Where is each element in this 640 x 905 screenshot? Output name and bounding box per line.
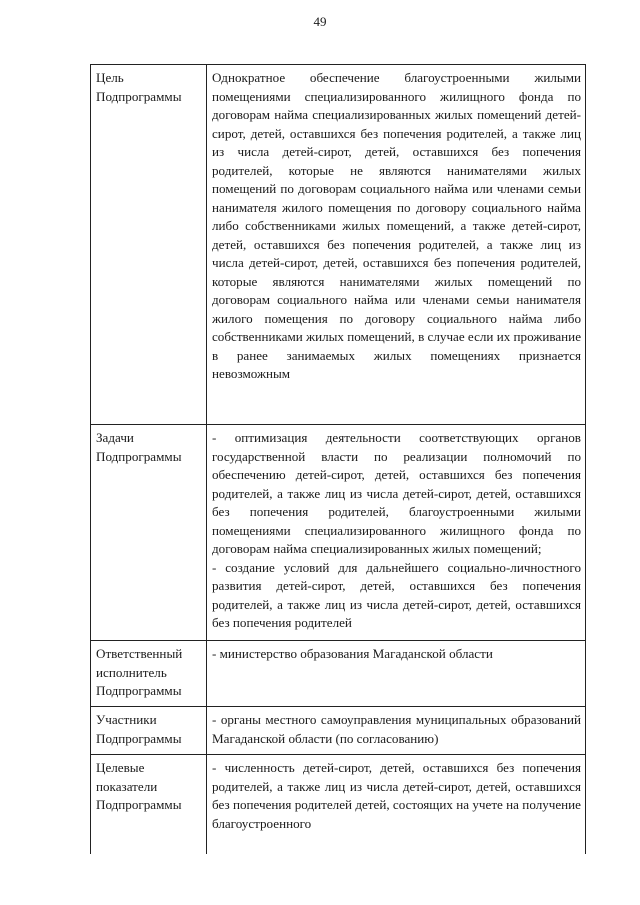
row-label-line: Целевые xyxy=(96,760,145,775)
row-value-responsible-executor xyxy=(207,641,586,707)
row-label-tasks xyxy=(91,425,207,641)
row-label-line: показатели xyxy=(96,778,158,794)
row-value-paragraph: - органы местного самоуправления муниципальных образований Магаданской области (по согласованию) xyxy=(212,712,581,746)
row-label-goal xyxy=(91,65,207,425)
row-value-target-indicators xyxy=(207,755,586,855)
table-row-goal xyxy=(91,65,586,425)
table-row-tasks xyxy=(91,425,586,641)
row-value-paragraph: Однократное обеспечение благоустроенными жилыми помещениями специализированного жилищного фонда по договорам найма специализированных жилых помещений детей-сирот, детей, оставшихся без попечения родителей, а также лиц из числа детей-сирот, детей, оставшихся без попечения родителей, которые не являются нанимателями жилых помещений по договорам социального найма или членами семьи нанимателя жилого помещения по договору социального найма либо собственниками жилых помещений, а также детей-сирот, детей, оставшихся без попечения родителей, а также лиц из числа детей-сирот, детей, оставшихся без попечения родителей, которые являются нанимателями жилых помещений по договорам социального найма или членами семьи нанимателя жилого помещения по договору социального найма либо собственниками жилых помещений, в случае если их проживание в ранее занимаемых жилых помещениях признается невозможным xyxy=(212,70,582,381)
row-label-responsible-executor xyxy=(91,641,207,707)
row-label-line: Задачи xyxy=(96,430,134,445)
row-label-line: Цель xyxy=(96,70,124,85)
row-value-paragraph: - министерство образования Магаданской области xyxy=(212,646,493,661)
table-row-responsible-executor xyxy=(91,641,586,707)
row-value-paragraph: - численность детей-сирот, детей, оставшихся без попечения родителей, а также лиц из числа детей-сирот, детей, оставшихся без попечения родителей детей, состоящих на учете на получение благоустроенного xyxy=(212,760,581,831)
row-label-line: Ответственный xyxy=(96,646,183,661)
row-label-line: Подпрограммы xyxy=(96,88,182,104)
row-label-target-indicators xyxy=(91,755,207,855)
row-value-paragraph: - оптимизация деятельности соответствующих органов государственной власти по реализации полномочий по обеспечению детей-сирот, детей, оставшихся без попечения родителей, а также лиц из числа детей-сирот, детей, оставшихся без попечения родителей, благоустроенными жилыми помещениями специализированного жилищного фонда по договорам найма специализированных жилых помещений; xyxy=(212,430,581,556)
row-label-line: Подпрограммы xyxy=(96,797,182,812)
row-label-line: исполнитель xyxy=(96,664,167,680)
row-value-paragraph: - создание условий для дальнейшего социально-личностного развития детей-сирот, детей, оставшихся без попечения родителей, а также лиц из числа детей-сирот, детей, оставшихся без попечения родителей xyxy=(212,559,581,630)
row-label-participants xyxy=(91,707,207,755)
page-number: 49 xyxy=(313,14,327,29)
table-row-participants xyxy=(91,707,586,755)
row-label-line: Подпрограммы xyxy=(96,730,182,746)
row-label-line: Участники xyxy=(96,712,157,727)
row-value-goal xyxy=(207,65,586,425)
row-label-line: Подпрограммы xyxy=(96,448,182,464)
subprogram-passport-table xyxy=(90,64,586,854)
row-value-participants xyxy=(207,707,586,755)
table-row-target-indicators xyxy=(91,755,586,855)
row-value-tasks xyxy=(207,425,586,641)
row-label-line: Подпрограммы xyxy=(96,683,182,698)
